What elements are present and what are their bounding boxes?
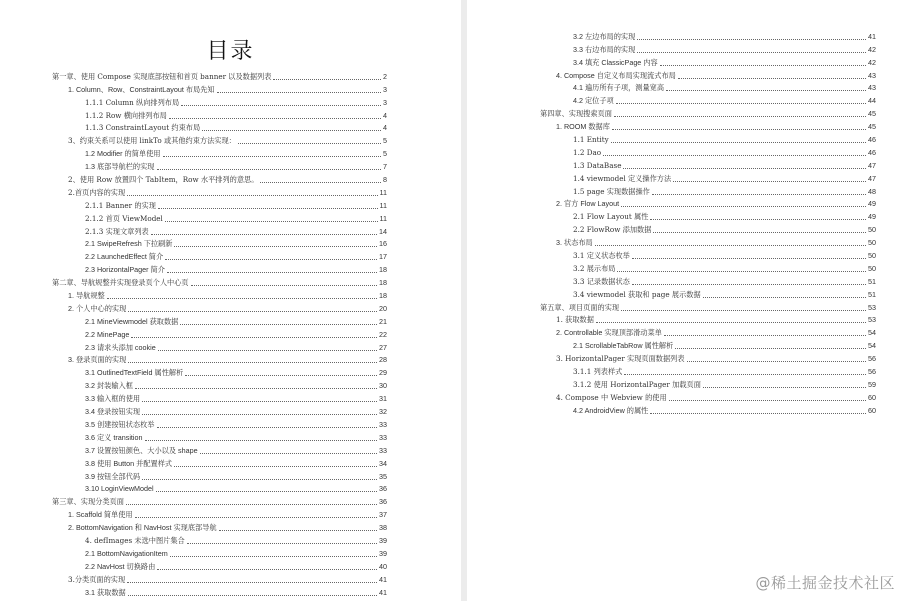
watermark: @稀土掘金技术社区 — [755, 574, 895, 592]
dot-leader — [157, 169, 382, 170]
toc-entry-label: 1.4 viewmodel 定义操作方法 — [573, 173, 672, 183]
toc-entry[interactable] — [52, 302, 387, 315]
toc-entry[interactable] — [540, 210, 876, 223]
toc-entry-page-number: 39 — [379, 535, 387, 545]
dot-leader — [131, 337, 377, 338]
toc-page-right — [467, 0, 907, 601]
dot-leader — [678, 78, 866, 79]
dot-leader — [675, 348, 866, 349]
toc-entry-page-number: 54 — [868, 341, 876, 351]
toc-entry[interactable] — [540, 107, 876, 120]
toc-entry[interactable] — [52, 328, 387, 341]
toc-entry-page-number: 18 — [379, 291, 387, 301]
toc-entry[interactable] — [52, 109, 387, 122]
toc-entry-label: 1. Column、Row、ConstraintLayout 布局先知 — [68, 84, 215, 94]
toc-entry-label: 3.1.1 列表样式 — [573, 367, 623, 377]
toc-entry[interactable] — [540, 249, 876, 262]
dot-leader — [673, 181, 866, 182]
toc-entry-label: 3.10 LoginViewModel — [85, 484, 154, 494]
toc-entry-label: 3.6 定义 transition — [85, 432, 143, 442]
toc-entry-label: 2.1.1 Banner 的实现 — [85, 200, 156, 210]
toc-entry[interactable] — [52, 199, 387, 212]
toc-entry-label: 2.2 LaunchedEffect 简介 — [85, 252, 164, 262]
dot-leader — [687, 361, 866, 362]
dot-leader — [169, 118, 381, 119]
toc-entry-label: 1.1.2 Row 横向排列布局 — [85, 110, 167, 120]
toc-entry[interactable] — [540, 378, 876, 391]
toc-entry[interactable] — [52, 470, 387, 483]
toc-entry-page-number: 46 — [868, 147, 876, 157]
dot-leader — [142, 479, 377, 480]
dot-leader — [151, 234, 377, 235]
toc-entry-page-number: 51 — [868, 276, 876, 286]
toc-entry-page-number: 7 — [383, 162, 387, 172]
dot-leader — [703, 387, 866, 388]
toc-entry-label: 2.1.2 首页 ViewModel — [85, 213, 163, 223]
toc-entry-label: 3.1 定义状态枚举 — [573, 251, 630, 261]
toc-entry-label: 2、使用 Row 放置四个 TabItem，Row 水平排列的意思。 — [68, 175, 259, 185]
toc-entry[interactable] — [540, 198, 876, 211]
dot-leader — [650, 219, 866, 220]
toc-entry-page-number: 43 — [868, 70, 876, 80]
toc-entry-label: 第一章、使用 Compose 实现底部按钮和首页 banner 以及数据列表 — [52, 71, 272, 81]
toc-entry-label: 1.3 底部导航栏的实现 — [85, 162, 155, 172]
toc-entry-label: 2.1 MineViewmodel 获取数据 — [85, 316, 179, 326]
toc-entry-page-number: 49 — [868, 199, 876, 209]
toc-entry[interactable] — [52, 315, 387, 328]
toc-entry-page-number: 33 — [379, 419, 387, 429]
toc-entry[interactable] — [540, 185, 876, 198]
toc-entry-page-number: 53 — [868, 315, 876, 325]
toc-entry-label: 3.2 左边布局的实现 — [573, 31, 636, 41]
toc-entry[interactable] — [52, 483, 387, 496]
dot-leader — [135, 517, 377, 518]
toc-entry[interactable] — [52, 534, 387, 547]
toc-entry-label: 2.1.3 实现文章列表 — [85, 226, 149, 236]
dot-leader — [170, 556, 377, 557]
toc-entry[interactable] — [52, 457, 387, 470]
dot-leader — [174, 466, 377, 467]
dot-leader — [156, 491, 377, 492]
toc-entry[interactable] — [52, 134, 387, 147]
dot-leader — [238, 143, 381, 144]
toc-entry-label: 4.1 遍历所有子项，测量宽高 — [573, 83, 665, 93]
toc-entry-label: 2.2 MinePage — [85, 329, 130, 339]
toc-entry[interactable] — [52, 547, 387, 560]
dot-leader — [623, 168, 866, 169]
toc-entry-page-number: 11 — [379, 200, 387, 210]
toc-entry[interactable] — [540, 56, 876, 69]
dot-leader — [202, 130, 381, 131]
toc-entry[interactable] — [52, 405, 387, 418]
toc-entry[interactable] — [52, 225, 387, 238]
toc-entry-label: 3.1 获取数据 — [85, 587, 126, 597]
toc-entry-page-number: 34 — [379, 458, 387, 468]
toc-entry-label: 1.1.3 ConstraintLayout 约束布局 — [85, 123, 201, 133]
toc-entry-page-number: 45 — [868, 122, 876, 132]
toc-entry[interactable] — [52, 212, 387, 225]
toc-entry-label: 2. 个人中心的实现 — [68, 303, 127, 313]
dot-leader — [128, 311, 377, 312]
toc-entry-page-number: 5 — [383, 149, 387, 159]
toc-entry[interactable] — [540, 339, 876, 352]
toc-entry[interactable] — [540, 365, 876, 378]
toc-entry-label: 3.4 填充 ClassicPage 内容 — [573, 57, 658, 67]
toc-entry-page-number: 16 — [379, 239, 387, 249]
dot-leader — [703, 297, 866, 298]
dot-leader — [660, 65, 866, 66]
toc-entry[interactable] — [52, 160, 387, 173]
dot-leader — [652, 194, 866, 195]
toc-entry[interactable] — [52, 70, 387, 83]
toc-entry[interactable] — [540, 133, 876, 146]
toc-entry-page-number: 33 — [379, 445, 387, 455]
dot-leader — [181, 105, 381, 106]
toc-entry-label: 1. Scaffold 简单使用 — [68, 510, 133, 520]
toc-entry-label: 3.3 输入框的使用 — [85, 394, 141, 404]
toc-entry-label: 1.1 Entity — [573, 135, 609, 145]
toc-entry-label: 第四章、实现搜索页面 — [540, 109, 612, 119]
dot-leader — [666, 90, 866, 91]
toc-entry[interactable] — [52, 96, 387, 109]
toc-entry-label: 1.3 DataBase — [573, 160, 622, 170]
toc-entry[interactable] — [52, 508, 387, 521]
toc-entry[interactable] — [540, 223, 876, 236]
toc-entry-page-number: 8 — [383, 175, 387, 185]
toc-entry-label: 第三章、实现分类页面 — [52, 497, 124, 507]
toc-entry-label: 2.1 SwipeRefresh 下拉刷新 — [85, 239, 173, 249]
toc-entry-page-number: 44 — [868, 96, 876, 106]
toc-entry-page-number: 41 — [379, 574, 387, 584]
toc-entry-page-number: 4 — [383, 123, 387, 133]
toc-entry-page-number: 30 — [379, 381, 387, 391]
toc-entry-page-number: 14 — [379, 226, 387, 236]
dot-leader — [273, 79, 381, 80]
toc-entry-label: 2.首页内容的实现 — [68, 187, 126, 197]
toc-entry-page-number: 28 — [379, 355, 387, 365]
toc-entry-label: 2. BottomNavigation 和 NavHost 实现底部导航 — [68, 523, 217, 533]
toc-entry-label: 1. 导航规整 — [68, 291, 105, 301]
dot-leader — [621, 206, 866, 207]
dot-leader — [167, 272, 377, 273]
toc-entry-page-number: 53 — [868, 302, 876, 312]
toc-entry-page-number: 18 — [379, 265, 387, 275]
toc-entry-page-number: 41 — [868, 31, 876, 41]
toc-entry-page-number: 36 — [379, 497, 387, 507]
dot-leader — [157, 427, 378, 428]
dot-leader — [142, 401, 377, 402]
dot-leader — [135, 388, 377, 389]
toc-entry-label: 第二章、导航规整并实现登录页个人中心页 — [52, 278, 189, 288]
toc-entry[interactable] — [52, 379, 387, 392]
dot-leader — [219, 530, 377, 531]
toc-entry-page-number: 3 — [383, 97, 387, 107]
toc-entry-label: 3.2 展示布局 — [573, 263, 616, 273]
toc-entry[interactable] — [52, 418, 387, 431]
toc-entry-label: 4. Compose 自定义布局实现流式布局 — [556, 70, 676, 80]
dot-leader — [260, 182, 381, 183]
dot-leader — [158, 208, 378, 209]
toc-entry-label: 4. Compose 中 Webview 的使用 — [556, 392, 667, 402]
toc-entry[interactable] — [52, 354, 387, 367]
toc-entry-page-number: 39 — [379, 548, 387, 558]
toc-entry-page-number: 40 — [379, 561, 387, 571]
toc-entry-label: 2.1 Flow Layout 属性 — [573, 212, 649, 222]
toc-entry-page-number: 31 — [379, 394, 387, 404]
toc-entry-page-number: 60 — [868, 392, 876, 402]
toc-entry[interactable] — [52, 444, 387, 457]
dot-leader — [200, 453, 377, 454]
toc-entry[interactable] — [52, 238, 387, 251]
toc-entry-label: 1.2 Dao — [573, 147, 602, 157]
toc-entry-page-number: 36 — [379, 484, 387, 494]
toc-entry[interactable] — [540, 30, 876, 43]
toc-entry[interactable] — [540, 352, 876, 365]
dot-leader — [621, 310, 866, 311]
toc-entry[interactable] — [540, 262, 876, 275]
toc-entry-label: 3.1 OutlinedTextField 属性解析 — [85, 368, 184, 378]
toc-entry-page-number: 4 — [383, 110, 387, 120]
toc-entry-label: 2.1 ScrollableTabRow 属性解析 — [573, 341, 674, 351]
toc-entry[interactable] — [52, 366, 387, 379]
toc-entry[interactable] — [540, 120, 876, 133]
toc-entry[interactable] — [52, 560, 387, 573]
toc-entry-label: 4. defImages 未选中图片集合 — [85, 535, 185, 545]
toc-entry-page-number: 50 — [868, 251, 876, 261]
toc-entry-page-number: 56 — [868, 354, 876, 364]
dot-leader — [632, 284, 866, 285]
toc-entry[interactable] — [540, 326, 876, 339]
dot-leader — [624, 374, 866, 375]
toc-entry-page-number: 33 — [379, 432, 387, 442]
toc-entry-page-number: 41 — [379, 587, 387, 597]
toc-entry-label: 4.2 AndroidView 的属性 — [573, 405, 649, 415]
toc-entry-label: 3.3 右边布局的实现 — [573, 44, 636, 54]
dot-leader — [128, 362, 377, 363]
toc-entry[interactable] — [52, 586, 387, 599]
toc-entry-page-number: 49 — [868, 212, 876, 222]
toc-entry-page-number: 20 — [379, 303, 387, 313]
toc-entry[interactable] — [540, 159, 876, 172]
dot-leader — [180, 324, 377, 325]
toc-entry-page-number: 21 — [379, 316, 387, 326]
toc-entry-label: 3.9 按钮全部代码 — [85, 471, 141, 481]
toc-list-left — [52, 70, 387, 599]
toc-entry[interactable] — [52, 173, 387, 186]
toc-entry-label: 2.1 BottomNavigationItem — [85, 548, 168, 558]
dot-leader — [127, 582, 377, 583]
toc-entry[interactable] — [52, 122, 387, 135]
toc-entry-label: 2.2 FlowRow 添加数据 — [573, 225, 652, 235]
toc-entry[interactable] — [540, 275, 876, 288]
toc-entry[interactable] — [540, 172, 876, 185]
toc-entry-page-number: 42 — [868, 44, 876, 54]
dot-leader — [127, 195, 377, 196]
dot-leader — [603, 155, 866, 156]
dot-leader — [632, 258, 866, 259]
dot-leader — [595, 245, 866, 246]
toc-entry-page-number: 5 — [383, 136, 387, 146]
dot-leader — [126, 504, 377, 505]
toc-entry-label: 3.8 使用 Button 并配置样式 — [85, 458, 173, 468]
toc-entry[interactable] — [52, 521, 387, 534]
toc-entry-page-number: 42 — [868, 57, 876, 67]
toc-entry-page-number: 59 — [868, 379, 876, 389]
toc-entry[interactable] — [540, 69, 876, 82]
toc-entry[interactable] — [52, 263, 387, 276]
toc-entry-label: 1. ROOM 数据库 — [556, 122, 610, 132]
dot-leader — [107, 298, 377, 299]
toc-entry[interactable] — [52, 186, 387, 199]
dot-leader — [185, 375, 377, 376]
toc-entry[interactable] — [540, 82, 876, 95]
toc-entry[interactable] — [540, 94, 876, 107]
toc-entry[interactable] — [52, 250, 387, 263]
toc-entry-label: 3.3 记录数据状态 — [573, 276, 630, 286]
toc-entry[interactable] — [52, 341, 387, 354]
toc-entry-page-number: 51 — [868, 289, 876, 299]
dot-leader — [157, 569, 377, 570]
dot-leader — [217, 92, 381, 93]
toc-entry-label: 1.5 page 实现数据操作 — [573, 186, 650, 196]
toc-entry-page-number: 37 — [379, 510, 387, 520]
toc-entry-label: 3.5 创建按钮状态枚举 — [85, 419, 155, 429]
dot-leader — [669, 400, 866, 401]
toc-entry-label: 3. 状态布局 — [556, 238, 593, 248]
toc-entry[interactable] — [540, 314, 876, 327]
toc-entry-page-number: 54 — [868, 328, 876, 338]
dot-leader — [596, 322, 866, 323]
toc-entry-label: 3.分类页面的实现 — [68, 574, 126, 584]
toc-entry-label: 3、约束关系可以使用 linkTo 或其他约束方法实现： — [68, 136, 236, 146]
toc-entry-page-number: 18 — [379, 278, 387, 288]
toc-entry[interactable] — [540, 391, 876, 404]
toc-entry-label: 3. 登录页面的实现 — [68, 355, 127, 365]
toc-entry-page-number: 29 — [379, 368, 387, 378]
toc-entry-label: 2.3 HorizontalPager 简介 — [85, 265, 165, 275]
toc-entry-page-number: 60 — [868, 405, 876, 415]
toc-entry-page-number: 48 — [868, 186, 876, 196]
dot-leader — [612, 129, 866, 130]
toc-entry-label: 3.2 封装输入框 — [85, 381, 133, 391]
toc-entry-page-number: 3 — [383, 84, 387, 94]
toc-entry[interactable] — [52, 289, 387, 302]
dot-leader — [637, 39, 866, 40]
dot-leader — [650, 413, 866, 414]
toc-entry[interactable] — [52, 431, 387, 444]
toc-entry-page-number: 50 — [868, 263, 876, 273]
toc-list-right — [540, 30, 876, 417]
toc-entry[interactable] — [540, 43, 876, 56]
dot-leader — [617, 271, 866, 272]
toc-entry[interactable] — [52, 276, 387, 289]
dot-leader — [614, 116, 866, 117]
toc-entry-page-number: 35 — [379, 471, 387, 481]
toc-entry-page-number: 17 — [379, 252, 387, 262]
toc-entry-label: 3.1.2 使用 HorizontalPager 加载页面 — [573, 379, 701, 389]
toc-entry[interactable] — [52, 83, 387, 96]
dot-leader — [611, 142, 866, 143]
dot-leader — [165, 259, 377, 260]
toc-entry-page-number: 47 — [868, 173, 876, 183]
toc-entry[interactable] — [52, 147, 387, 160]
dot-leader — [653, 232, 866, 233]
dot-leader — [142, 414, 377, 415]
toc-entry-label: 3.4 登录按钮实现 — [85, 407, 141, 417]
toc-entry[interactable] — [52, 392, 387, 405]
toc-entry-label: 1.1.1 Column 纵向排列布局 — [85, 97, 180, 107]
toc-entry[interactable] — [52, 495, 387, 508]
toc-entry[interactable] — [540, 146, 876, 159]
toc-entry-page-number: 50 — [868, 225, 876, 235]
toc-entry-label: 第五章、项目页面的实现 — [540, 302, 620, 312]
toc-entry-label: 3. HorizontalPager 实现页面数据列表 — [556, 354, 685, 364]
toc-entry-page-number: 38 — [379, 523, 387, 533]
toc-entry-page-number: 46 — [868, 135, 876, 145]
toc-entry-label: 3.4 viewmodel 获取和 page 展示数据 — [573, 289, 701, 299]
dot-leader — [145, 440, 377, 441]
toc-entry-label: 4.2 定位子项 — [573, 96, 614, 106]
dot-leader — [187, 543, 377, 544]
toc-entry-page-number: 22 — [379, 329, 387, 339]
toc-entry[interactable] — [540, 236, 876, 249]
toc-entry-label: 3.7 设置按钮颜色、大小以及 shape — [85, 445, 198, 455]
toc-entry[interactable] — [540, 404, 876, 417]
dot-leader — [664, 335, 866, 336]
dot-leader — [191, 285, 377, 286]
toc-entry[interactable] — [540, 301, 876, 314]
dot-leader — [128, 595, 377, 596]
toc-entry-page-number: 43 — [868, 83, 876, 93]
dot-leader — [163, 156, 382, 157]
toc-entry-label: 2.3 请求头添加 cookie — [85, 342, 156, 352]
toc-entry-label: 2. Controllable 实现顶部滑动菜单 — [556, 328, 662, 338]
toc-entry-page-number: 47 — [868, 160, 876, 170]
toc-entry-page-number: 45 — [868, 109, 876, 119]
dot-leader — [637, 52, 866, 53]
toc-entry-page-number: 2 — [383, 71, 387, 81]
toc-entry[interactable] — [52, 573, 387, 586]
dot-leader — [616, 103, 866, 104]
toc-title: 目录 — [206, 39, 255, 64]
toc-entry-label: 1. 获取数据 — [556, 315, 594, 325]
toc-entry-label: 1.2 Modifier 的简单使用 — [85, 149, 161, 159]
dot-leader — [158, 350, 377, 351]
dot-leader — [165, 221, 378, 222]
dot-leader — [174, 246, 377, 247]
toc-entry-page-number: 50 — [868, 238, 876, 248]
toc-entry[interactable] — [540, 288, 876, 301]
toc-entry-page-number: 11 — [379, 213, 387, 223]
toc-entry-page-number: 56 — [868, 367, 876, 377]
toc-entry-page-number: 27 — [379, 342, 387, 352]
toc-entry-page-number: 11 — [379, 187, 387, 197]
toc-entry-label: 2. 官方 Flow Layout — [556, 199, 620, 209]
toc-entry-page-number: 32 — [379, 407, 387, 417]
toc-entry-label: 2.2 NavHost 切换路由 — [85, 561, 156, 571]
